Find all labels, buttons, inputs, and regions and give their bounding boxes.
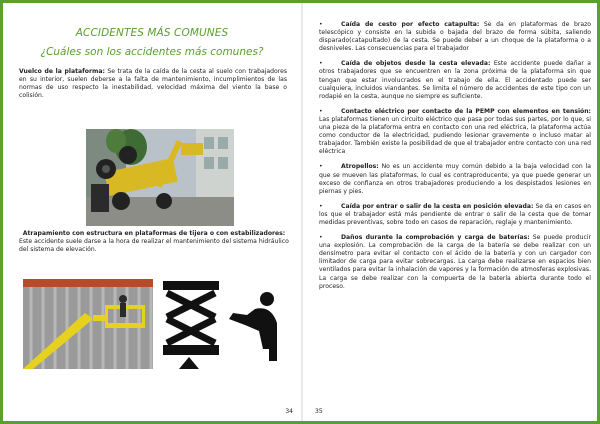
item-lead: Daños durante la comprobación y carga de baterías:: [341, 234, 530, 242]
page-title: ACCIDENTES MÁS COMUNES: [75, 27, 229, 39]
page-number-right: 35: [315, 408, 323, 415]
list-item: [319, 163, 591, 195]
list-item: [319, 60, 591, 100]
overturned-platform-photo: [86, 129, 234, 226]
item-text: No es un accidente muy común debido a la baja velocidad con la que se mueven las plataformas, lo cual es contraproducente, ya que puede generar un exceso de confianza en otros trabajadores produciendo a los despistados lesiones en piernas y pies.: [319, 163, 591, 195]
item-text: Este accidente puede dañar a otros trabajadores que se encuentren en la zona próxima de la plataforma sin que tengan que estar involucrados en el trabajo de ella. El accidentado puede ser cualquiera, incluidos viandantes. Se limita el número de accidentes de este tipo con un rodapié en la cesta, aunque no siempre es suficiente.: [319, 60, 591, 100]
list-item: [319, 21, 591, 53]
item-lead: Atropellos:: [341, 163, 379, 171]
boom-lift-photo: [23, 279, 153, 369]
page-number-left: 34: [285, 408, 293, 415]
bullet: •: [319, 202, 323, 210]
scissor-lift-warning-pictogram: [159, 279, 284, 369]
item-text: Las plataformas tienen un circuito eléctrico que pasa por todas sus partes, por lo que, si una pieza de la plataforma entra en contacto con una red eléctrica, la plataforma actúa como conductor de la electricidad, pudiendo lesionar gravemente o incluso matar al trabajador. También existe la posibilidad de que el trabajador entre contacto con una red eléctrica: [319, 115, 591, 156]
item-lead: Caída de cesto por efecto catapulta:: [341, 21, 480, 28]
item-lead: Contacto eléctrico por contacto de la PEMP con elementos en tensión:: [341, 107, 591, 115]
vuelco-paragraph: [19, 68, 287, 100]
bullet: •: [319, 107, 323, 115]
bullet: •: [319, 21, 323, 28]
vuelco-text: Se trata de la caída de la cesta al suelo con trabajadores en su interior, suelen deberse a la falta de mantenimiento, incumplimientos de las normas de uso respecto la inestabilidad, velocidad máxima del viento la base o colisión.: [19, 68, 288, 100]
caption-text: Este accidente suele darse a la hora de realizar el mantenimiento del sistema hidráulico del sistema de elevación.: [19, 238, 289, 254]
right-page: [303, 3, 597, 421]
bullet: •: [319, 163, 323, 171]
bullet: •: [319, 60, 323, 68]
list-item: [319, 234, 591, 291]
vuelco-lead: Vuelco de la plataforma:: [19, 68, 105, 75]
section-subtitle: ¿Cuáles son los accidentes más comunes?: [40, 46, 264, 58]
accident-list: [319, 21, 591, 298]
item-text: Se puede producir una explosión. La comprobación de la carga de la batería se debe realizar con un densímetro para evitar el contacto con el ácido de la batería y con un cargador con limitador de carga para evitar sobrecargas. La carga debe realizarse en espacios bien ventilados para evitar la inhalación de vapores y la formación de atmosferas explosivas. La carga se debe realizar con la compuerta de la batería abierta durante todo el proceso.: [319, 234, 591, 290]
bullet: •: [319, 234, 323, 242]
caption-title: Atrapamiento con estructura en plataformas de tijera o con estabilizadores:: [22, 230, 286, 237]
item-lead: Caída de objetos desde la cesta elevada:: [341, 60, 491, 68]
list-item: [319, 203, 591, 227]
item-lead: Caída por entrar o salir de la cesta en posición elevada:: [341, 202, 534, 210]
left-page: [3, 3, 301, 421]
item-text: Se da en plataformas de brazo telescópico y consiste en la subida o bajada del brazo de forma súbita, saliendo disparado(catapultado) de la cesta. Se puede deber a un choque de la plataforma o a desniveles. Las consecuencias para el trabajador: [319, 21, 592, 53]
entrapment-caption: [19, 230, 289, 254]
list-item: [319, 108, 591, 157]
item-text: Se da en casos en los que el trabajador está más pendiente de entrar o salir de la cesta que de tomar medidas preventivas, sobre todo en casos de reparación, reglaje y mantenimiento.: [319, 202, 591, 226]
